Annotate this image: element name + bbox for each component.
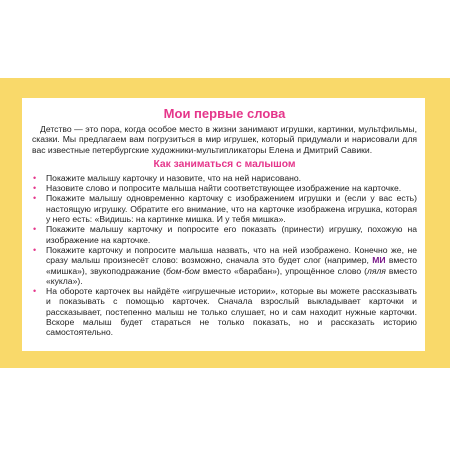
bullet-icon: • bbox=[33, 193, 37, 204]
list-item bbox=[32, 183, 417, 193]
list-item bbox=[32, 224, 417, 245]
onomatopoeia-example: бом-бом bbox=[166, 265, 200, 276]
bullet-icon: • bbox=[33, 172, 37, 183]
list-item bbox=[32, 193, 417, 224]
tip-text: Покажите малышу карточку и назовите, что на ней нарисовано. bbox=[46, 172, 302, 183]
bullet-icon: • bbox=[33, 244, 37, 255]
tip-text: Покажите малышу карточку и попросите его показать (принести) игрушку, похожую на изображение на карточке. bbox=[46, 224, 417, 245]
tips-list bbox=[32, 173, 417, 338]
instruction-card bbox=[22, 98, 425, 351]
bullet-icon: • bbox=[33, 183, 37, 194]
tip-text: Назовите слово и попросите малыша найти соответствующее изображение на карточке. bbox=[46, 183, 402, 194]
tip-text-part: вместо «барабан»), упрощённое слово ( bbox=[199, 265, 368, 276]
section-subtitle: Как заниматься с малышом bbox=[153, 158, 296, 170]
list-item bbox=[32, 286, 417, 337]
tip-text-part: Покажите карточку и попросите малыша назвать, что на ней изображено. Конечно же, не сразу малыш произнесёт слово: возможно, сначала это будет слог (например, bbox=[46, 244, 417, 266]
tip-text: На обороте карточек вы найдёте «игрушечные истории», которые вы можете рассказывать и показывать с помощью карточек. Сначала взрослый выкладывает карточки и рассказывает, постепенно малыш не только слушает, но и сам находит нужные карточки. Вскоре малыш будет стараться не только показать, но и рассказать историю самостоятельно. bbox=[46, 286, 417, 338]
bullet-icon: • bbox=[33, 286, 37, 297]
tip-text: Покажите малышу одновременно карточку с изображением игрушки и (если у вас есть) настоящую игрушку. Обратите его внимание, что на карточке изображена игрушка, которая у него есть: «Видишь: на картинке мишка. И у тебя мишка». bbox=[46, 193, 417, 225]
tip-text-part: вместо «мишка»), звукоподражание ( bbox=[46, 255, 417, 276]
tip-text-part: вместо «кукла»). bbox=[46, 265, 418, 286]
syllable-example: МИ bbox=[372, 255, 386, 266]
simplified-word-example: ляля bbox=[367, 265, 386, 276]
bullet-icon: • bbox=[33, 224, 37, 235]
list-item bbox=[32, 245, 417, 286]
list-item bbox=[32, 173, 417, 183]
intro-paragraph: Детство — это пора, когда особое место в жизни занимают игрушки, картинки, мультфильмы, сказки. Мы предлагаем вам погрузиться в мир игрушек, который придумали и нарисовали для вас известные петербургские художники-мультипликаторы Елена и Дмитрий Савики. bbox=[32, 124, 417, 155]
card-title: Мои первые слова bbox=[163, 106, 286, 121]
